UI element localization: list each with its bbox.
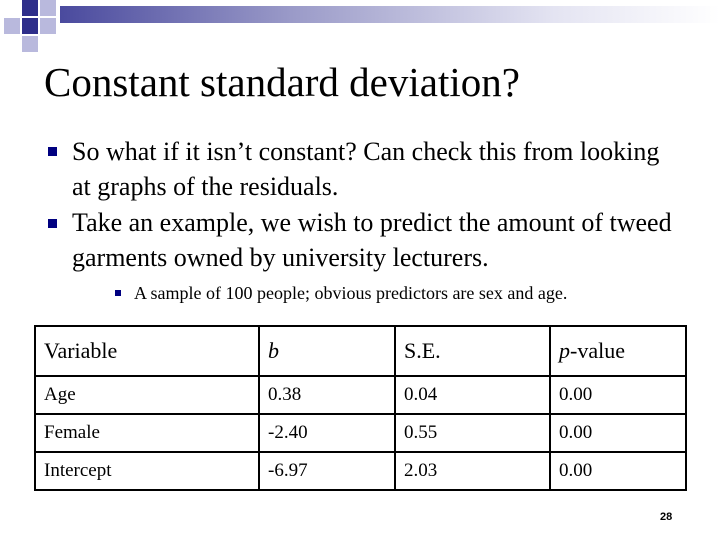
header-b: b: [259, 326, 395, 376]
cell-p: 0.00: [550, 414, 686, 452]
deco-square-light: [4, 18, 20, 34]
table-row: [35, 452, 686, 490]
cell-b: -6.97: [259, 452, 395, 490]
sub-bullet-text: A sample of 100 people; obvious predictors are sex and age.: [134, 283, 568, 303]
bullet-text: Take an example, we wish to predict the amount of tweed garments owned by university lecturers.: [72, 208, 672, 272]
cell-variable: Female: [35, 414, 259, 452]
regression-table: [34, 325, 687, 491]
table-row: [35, 414, 686, 452]
bullet-marker: [48, 219, 57, 228]
cell-variable: Intercept: [35, 452, 259, 490]
header-bar: [60, 6, 720, 23]
header-p-suffix: -value: [570, 338, 625, 363]
page-number: 28: [660, 511, 673, 523]
header-p-value: [550, 326, 686, 376]
bullet-text: So what if it isn’t constant? Can check this from looking at graphs of the residuals.: [72, 137, 660, 201]
header-p-letter: p: [559, 338, 570, 363]
bullet-marker: [48, 147, 57, 156]
deco-square-light: [40, 18, 56, 34]
header-variable: Variable: [35, 326, 259, 376]
cell-b: 0.38: [259, 376, 395, 414]
cell-se: 0.55: [395, 414, 550, 452]
deco-square-dark: [22, 18, 38, 34]
header-se: S.E.: [395, 326, 550, 376]
table-header-row: [35, 326, 686, 376]
cell-se: 2.03: [395, 452, 550, 490]
page-title: Constant standard deviation?: [44, 59, 520, 105]
deco-square-dark: [22, 0, 38, 16]
deco-square-light: [22, 36, 38, 52]
cell-p: 0.00: [550, 452, 686, 490]
cell-b: -2.40: [259, 414, 395, 452]
cell-variable: Age: [35, 376, 259, 414]
cell-p: 0.00: [550, 376, 686, 414]
table-row: [35, 376, 686, 414]
cell-se: 0.04: [395, 376, 550, 414]
sub-bullet-marker: [115, 290, 121, 296]
deco-square-light: [40, 0, 56, 16]
